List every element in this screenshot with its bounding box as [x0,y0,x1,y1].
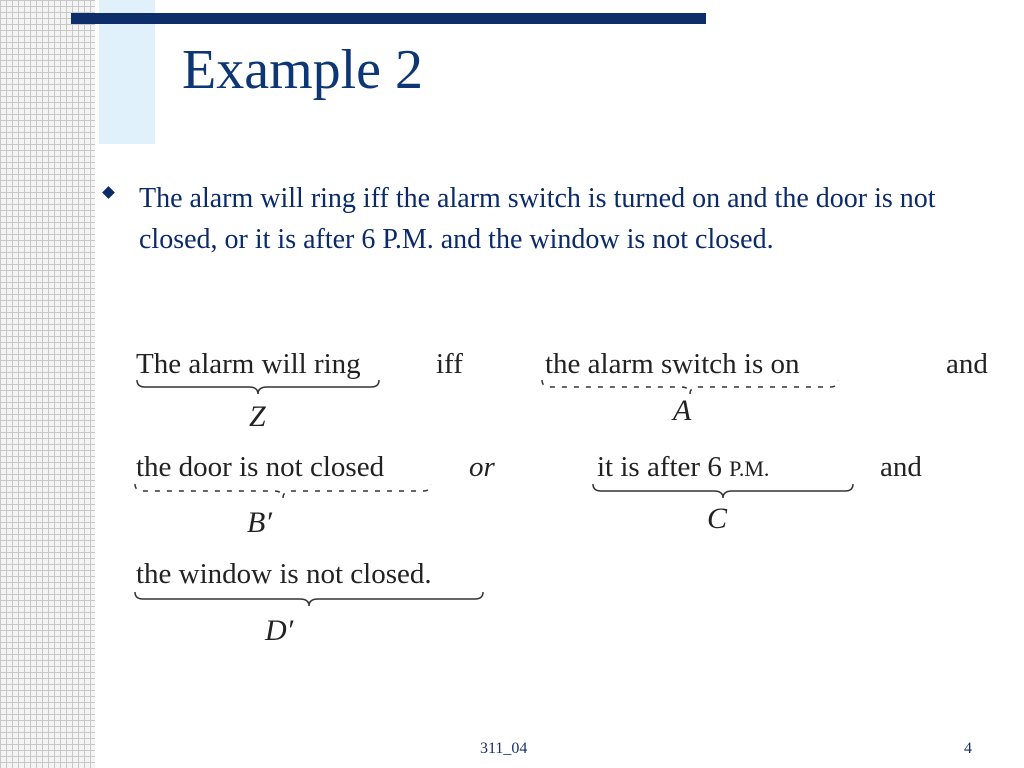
diamond-bullet-icon [102,186,115,199]
connector-and-2: and [880,451,922,483]
grid-decoration [0,0,95,768]
phrase-alarm-switch: the alarm switch is on [545,348,800,380]
connector-iff: iff [436,348,463,380]
variable-b-prime: B′ [247,506,272,539]
footer-page-number: 4 [964,740,972,757]
variable-z: Z [249,400,266,433]
pm-smallcaps: P.M. [729,456,770,481]
phrase-window-not-closed: the window is not closed. [136,558,432,590]
slide-title: Example 2 [182,39,424,101]
phrase-after-6-text: it is after 6 [597,451,730,483]
variable-a: A [673,394,692,427]
variable-c: C [707,502,728,535]
connector-or: or [469,451,495,483]
connector-and-1: and [946,348,988,380]
brace-c [592,482,854,500]
variable-d-prime: D′ [265,614,294,647]
brace-d-prime [134,590,484,608]
bullet-item [104,178,984,260]
phrase-after-6pm [597,453,769,482]
brace-z [136,378,380,396]
title-rule [71,13,706,24]
bullet-text: The alarm will ring iff the alarm switch is turned on and the door is not closed, or it is after 6 P.M. and the window is not closed. [139,183,936,255]
footer-course-code: 311_04 [480,740,528,757]
phrase-door-not-closed: the door is not closed [136,451,385,483]
phrase-alarm-ring: The alarm will ring [136,348,361,380]
brace-b-prime [134,482,432,500]
